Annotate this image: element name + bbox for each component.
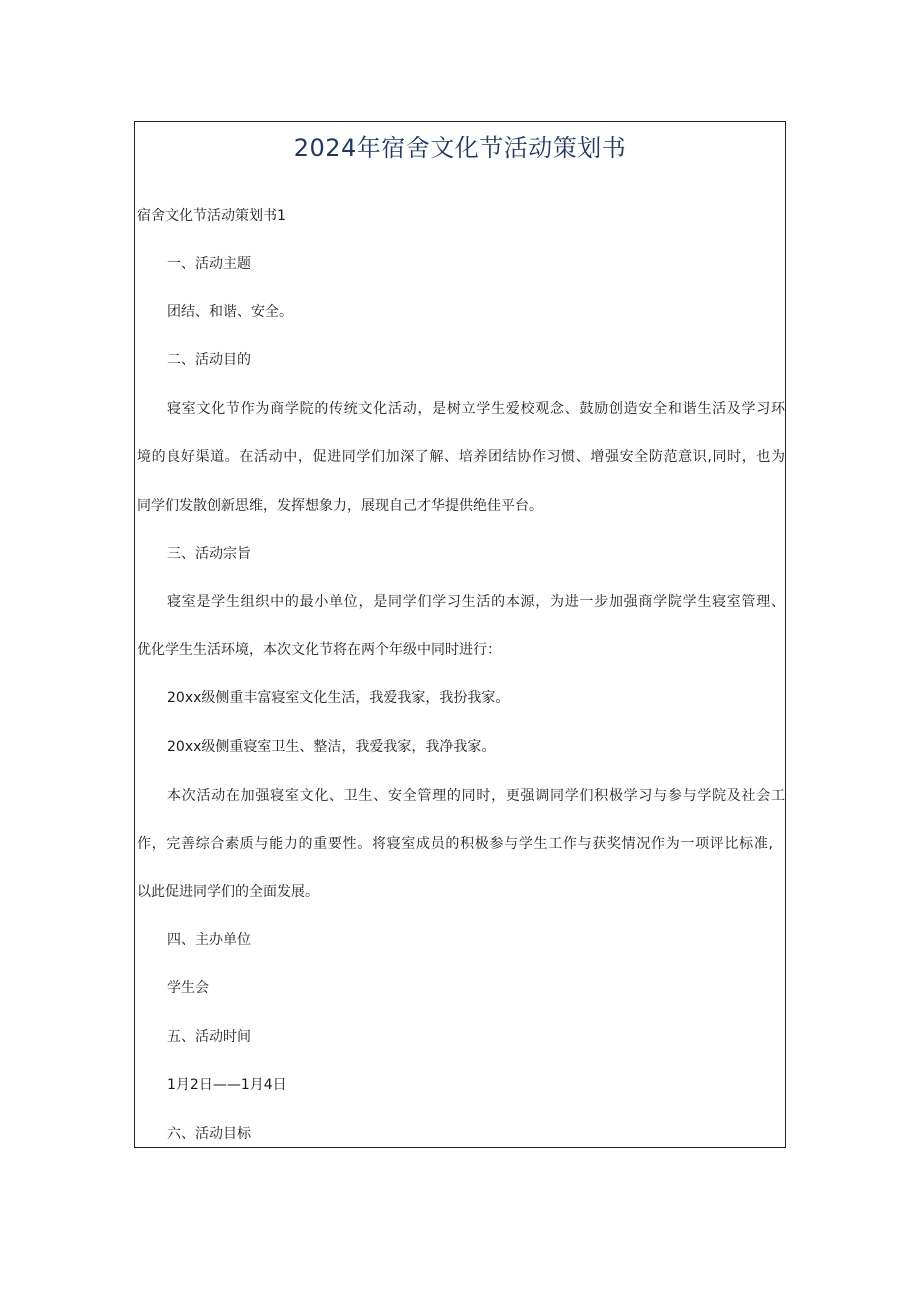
paragraph-purpose-line: 寝室文化节作为商学院的传统文化活动，是树立学生爱校观念、鼓励创造安全和谐生活及学习环 (167, 401, 785, 417)
paragraph-emphasis-line: 以此促进同学们的全面发展。 (137, 884, 319, 900)
section-heading-goal: 六、活动目标 (167, 1126, 251, 1142)
paragraph-emphasis-line: 本次活动在加强寝室文化、卫生、安全管理的同时，更强调同学们积极学习与参与学院及社会工 (167, 788, 785, 804)
section-heading-tenet: 三、活动宗旨 (167, 546, 251, 562)
paragraph-purpose-line: 同学们发散创新思维，发挥想象力，展现自己才华提供绝佳平台。 (137, 498, 543, 514)
paragraph-tenet-line: 优化学生生活环境，本次文化节将在两个年级中同时进行： (137, 642, 501, 658)
paragraph-time: 1月2日——1月4日 (167, 1077, 287, 1093)
paragraph-emphasis-line: 作，完善综合素质与能力的重要性。将寝室成员的积极参与学生工作与获奖情况作为一项评比标准, (137, 836, 773, 852)
paragraph-grade-a: 20xx级侧重丰富寝室文化生活，我爱我家，我扮我家。 (167, 690, 510, 706)
section-heading-time: 五、活动时间 (167, 1029, 251, 1045)
section-heading-host: 四、主办单位 (167, 932, 251, 948)
document-subtitle: 宿舍文化节活动策划书1 (137, 208, 286, 224)
section-heading-theme: 一、活动主题 (167, 256, 251, 272)
paragraph-tenet-line: 寝室是学生组织中的最小单位，是同学们学习生活的本源，为进一步加强商学院学生寝室管理、 (167, 594, 785, 610)
section-heading-purpose: 二、活动目的 (167, 352, 251, 368)
document-page (134, 121, 786, 1148)
paragraph-purpose-line: 境的良好渠道。在活动中，促进同学们加深了解、培养团结协作习惯、增强安全防范意识,同时，也为 (137, 449, 785, 465)
document-title: 2024年宿舍文化节活动策划书 (293, 134, 627, 162)
paragraph-host: 学生会 (167, 980, 209, 996)
paragraph-grade-b: 20xx级侧重寝室卫生、整洁，我爱我家，我净我家。 (167, 739, 496, 755)
paragraph-theme: 团结、和谐、安全。 (167, 304, 293, 320)
